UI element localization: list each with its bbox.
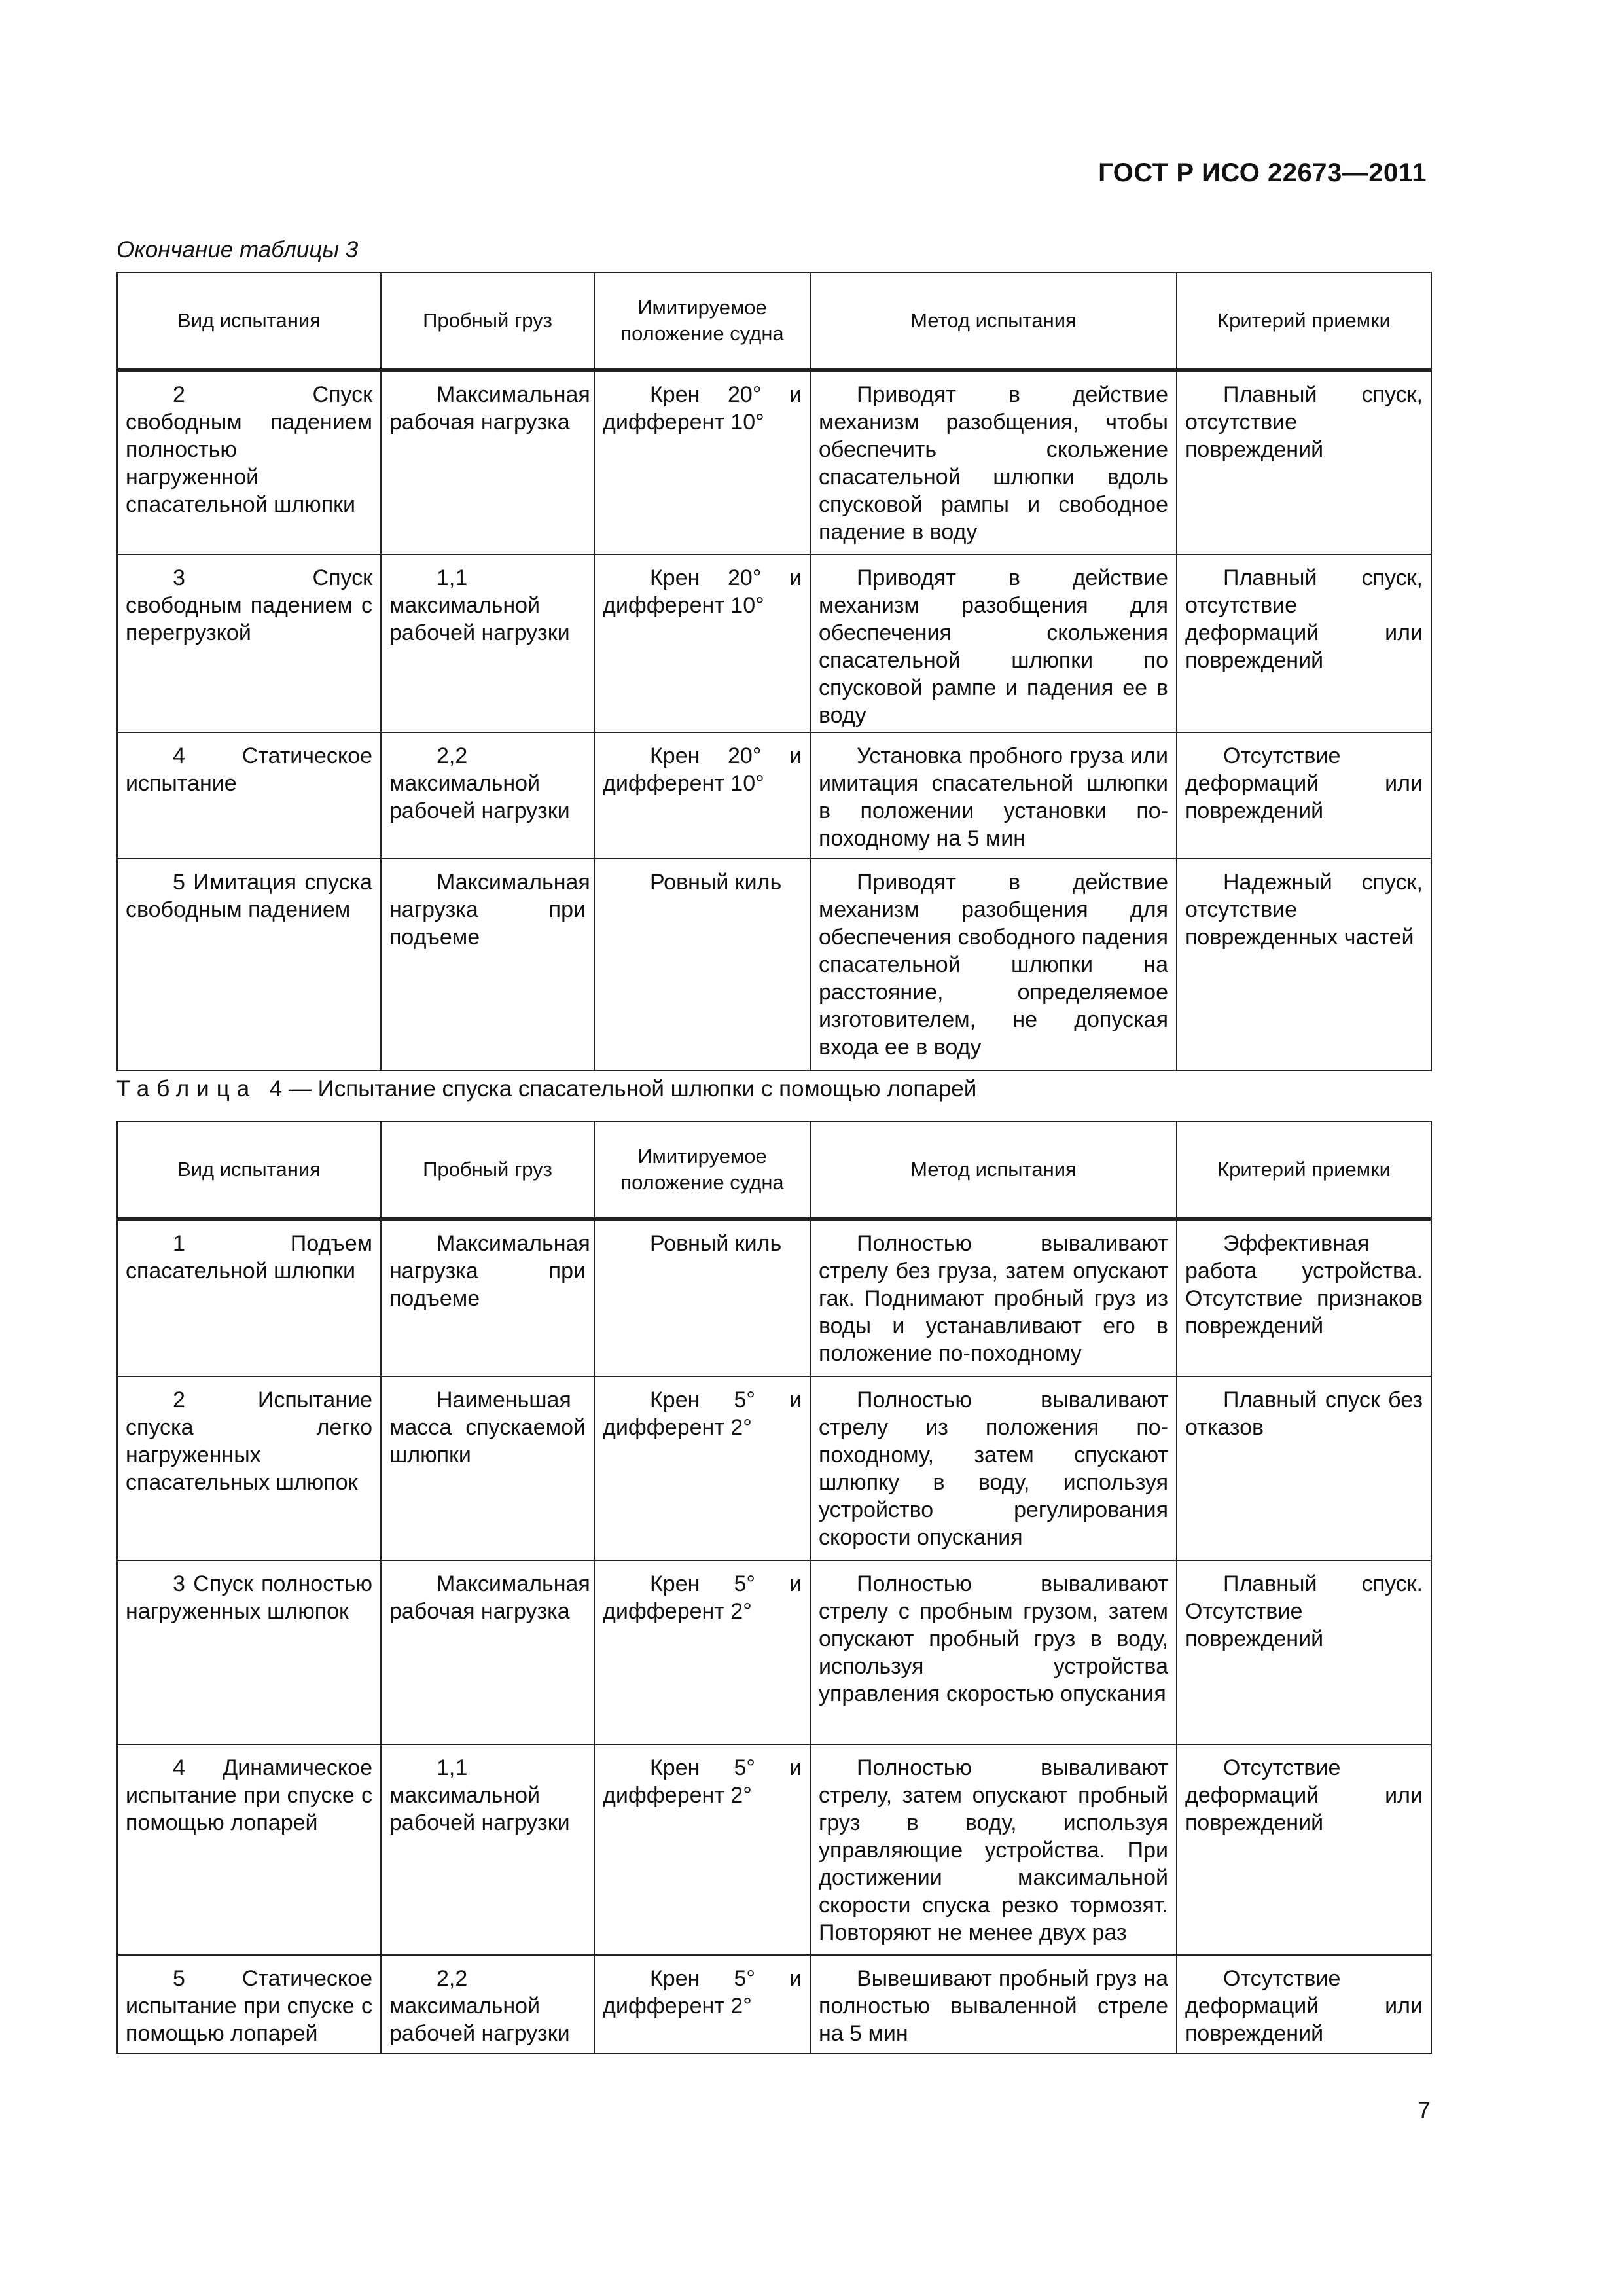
table-cell: Плавный спуск. Отсутствие повреждений	[1177, 1560, 1431, 1744]
table-cell: Установка пробного груза или имитация спасательной шлюпки в положении установки по-походному на 5 мин	[810, 732, 1177, 859]
table-cell: Максимальная нагрузка при подъеме	[381, 1219, 594, 1376]
column-header: Имитируемое положение судна	[594, 272, 810, 370]
table-cell: Отсутствие деформаций или повреждений	[1177, 732, 1431, 859]
table-cell: Эффективная работа устройства. Отсутствие признаков повреждений	[1177, 1219, 1431, 1376]
table-4-caption-label: Таблица	[116, 1076, 257, 1102]
table-cell: Крен 5° и дифферент 2°	[594, 1560, 810, 1744]
table-cell: Максимальная рабочая нагрузка	[381, 370, 594, 554]
table-cell: Крен 20° и дифферент 10°	[594, 370, 810, 554]
table-cell: Ровный киль	[594, 1219, 810, 1376]
table-3-continuation-caption: Окончание таблицы 3	[116, 237, 359, 262]
table-cell: Полностью вываливают стрелу, затем опускают пробный груз в воду, используя управляющие устройства. При достижении максимальной скорости спуска резко тормозят. Повторяют не менее двух раз	[810, 1744, 1177, 1955]
table-4-caption-number: 4	[269, 1076, 283, 1102]
table-row	[117, 1219, 1431, 1376]
page-number: 7	[1417, 2096, 1431, 2123]
table-cell: 4 Статическое испытание	[117, 732, 381, 859]
table-cell: Вывешивают пробный груз на полностью вываленной стреле на 5 мин	[810, 1955, 1177, 2053]
table-row	[117, 859, 1431, 1071]
table-cell: 2,2 максимальной рабочей нагрузки	[381, 1955, 594, 2053]
table-4-caption	[116, 1076, 976, 1102]
table-3	[116, 272, 1432, 1071]
table-cell: Плавный спуск без отказов	[1177, 1376, 1431, 1560]
column-header: Имитируемое положение судна	[594, 1121, 810, 1219]
table-row	[117, 1560, 1431, 1744]
table-cell: 2 Испытание спуска легко нагруженных спасательных шлюпок	[117, 1376, 381, 1560]
table-cell: Приводят в действие механизм разобщения для обеспечения скольжения спасательной шлюпки по спусковой рампе и падения ее в воду	[810, 554, 1177, 732]
column-header: Критерий приемки	[1177, 272, 1431, 370]
table-cell: 5 Статическое испытание при спуске с помощью лопарей	[117, 1955, 381, 2053]
table-cell: Плавный спуск, отсутствие повреждений	[1177, 370, 1431, 554]
table-4-caption-title: — Испытание спуска спасательной шлюпки с помощью лопарей	[288, 1076, 977, 1102]
table-cell: Надежный спуск, отсутствие поврежденных частей	[1177, 859, 1431, 1071]
column-header: Критерий приемки	[1177, 1121, 1431, 1219]
table-cell: Максимальная рабочая нагрузка	[381, 1560, 594, 1744]
table-cell: 1 Подъем спасательной шлюпки	[117, 1219, 381, 1376]
column-header: Вид испытания	[117, 1121, 381, 1219]
table-header-row	[117, 272, 1431, 370]
table-cell: 5 Имитация спуска свободным падением	[117, 859, 381, 1071]
column-header: Пробный груз	[381, 272, 594, 370]
column-header: Пробный груз	[381, 1121, 594, 1219]
table-cell: 1,1 максимальной рабочей нагрузки	[381, 554, 594, 732]
table-header-row	[117, 1121, 1431, 1219]
table-cell: Полностью вываливают стрелу из положения по-походному, затем спускают шлюпку в воду, используя устройство регулирования скорости опускания	[810, 1376, 1177, 1560]
table-cell: Наименьшая масса спускаемой шлюпки	[381, 1376, 594, 1560]
table-row	[117, 732, 1431, 859]
table-cell: 3 Спуск полностью нагруженных шлюпок	[117, 1560, 381, 1744]
column-header: Вид испытания	[117, 272, 381, 370]
table-cell: Крен 5° и дифферент 2°	[594, 1955, 810, 2053]
table-row	[117, 370, 1431, 554]
table-cell: Крен 20° и дифферент 10°	[594, 554, 810, 732]
document-code: ГОСТ Р ИСО 22673—2011	[1098, 158, 1427, 187]
table-cell: Максимальная нагрузка при подъеме	[381, 859, 594, 1071]
table-cell: Приводят в действие механизм разобщения для обеспечения свободного падения спасательной шлюпки на расстояние, определяемое изготовителем, не допуская входа ее в воду	[810, 859, 1177, 1071]
table-row	[117, 1744, 1431, 1955]
table-cell: Крен 5° и дифферент 2°	[594, 1744, 810, 1955]
table-cell: Отсутствие деформаций или повреждений	[1177, 1955, 1431, 2053]
table-row	[117, 1376, 1431, 1560]
table-cell: Плавный спуск, отсутствие деформаций или повреждений	[1177, 554, 1431, 732]
table-cell: 1,1 максимальной рабочей нагрузки	[381, 1744, 594, 1955]
table-cell: Отсутствие деформаций или повреждений	[1177, 1744, 1431, 1955]
table-cell: 3 Спуск свободным падением с перегрузкой	[117, 554, 381, 732]
column-header: Метод испытания	[810, 1121, 1177, 1219]
table-row	[117, 1955, 1431, 2053]
table-cell: Полностью вываливают стрелу с пробным грузом, затем опускают пробный груз в воду, используя устройства управления скоростью опускания	[810, 1560, 1177, 1744]
table-cell: Крен 20° и дифферент 10°	[594, 732, 810, 859]
table-cell: 2 Спуск свободным падением полностью нагруженной спасательной шлюпки	[117, 370, 381, 554]
table-row	[117, 554, 1431, 732]
table-cell: Полностью вываливают стрелу без груза, затем опускают гак. Поднимают пробный груз из воды и устанавливают его в положение по-походному	[810, 1219, 1177, 1376]
table-cell: 2,2 максимальной рабочей нагрузки	[381, 732, 594, 859]
table-cell: Приводят в действие механизм разобщения, чтобы обеспечить скольжение спасательной шлюпки вдоль спусковой рампы и свободное падение в воду	[810, 370, 1177, 554]
column-header: Метод испытания	[810, 272, 1177, 370]
table-cell: Крен 5° и дифферент 2°	[594, 1376, 810, 1560]
table-cell: 4 Динамическое испытание при спуске с помощью лопарей	[117, 1744, 381, 1955]
table-4	[116, 1121, 1432, 2054]
table-cell: Ровный киль	[594, 859, 810, 1071]
